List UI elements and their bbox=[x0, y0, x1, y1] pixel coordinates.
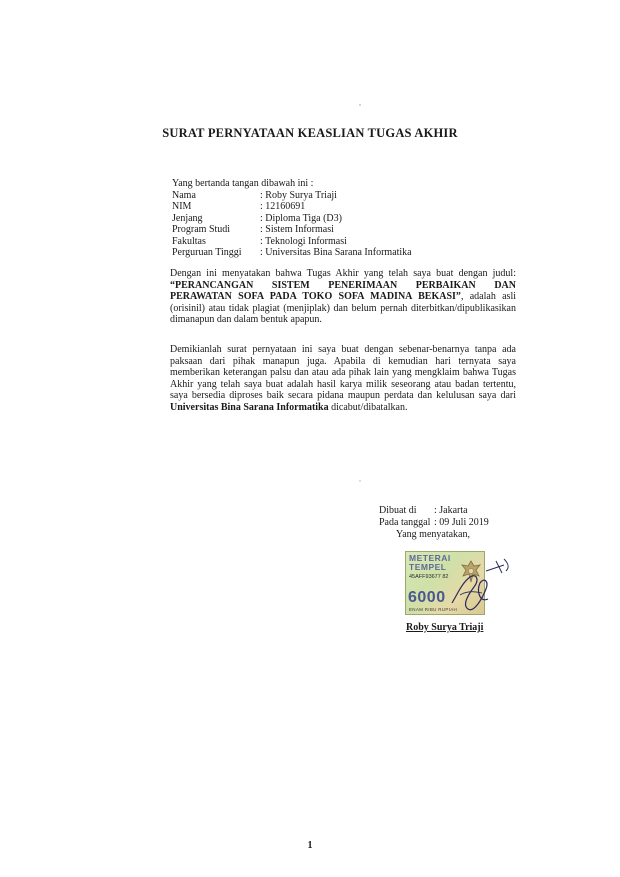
field-value: : Roby Surya Triaji bbox=[260, 190, 337, 201]
stamp-title: METERAI TEMPEL bbox=[409, 553, 451, 572]
declaration-paragraph bbox=[170, 344, 516, 414]
field-row bbox=[172, 213, 412, 224]
signature-place-date bbox=[379, 505, 489, 529]
document-title: SURAT PERNYATAAN KEASLIAN TUGAS AKHIR bbox=[162, 126, 458, 140]
paragraph-text: Demikianlah surat pernyataan ini saya buat dengan sebenar-benarnya tanpa ada paksaan dari pihak manapun juga. Apabila di kemudian hari ternyata saya memberikan keterangan palsu dan atau ada pihak lain yang mengklaim bahwa Tugas Akhir yang telah saya buat adalah hasil karya milik seseorang atau badan tertentu, saya bersedia diproses baik secara pidana maupun perdata dan kelulusan saya dari bbox=[170, 344, 516, 402]
paragraph-text: dicabut/dibatalkan. bbox=[328, 401, 408, 413]
field-label: Nama bbox=[172, 190, 196, 201]
scan-speck bbox=[359, 480, 361, 482]
field-label: Perguruan Tinggi bbox=[172, 247, 242, 259]
intro-line: Yang bertanda tangan dibawah ini : bbox=[172, 178, 314, 189]
date-value: : 09 Juli 2019 bbox=[434, 517, 489, 528]
field-label: Fakultas bbox=[172, 235, 206, 247]
field-label: Jenjang bbox=[172, 212, 203, 224]
paragraph-text: Dengan ini menyatakan bahwa Tugas Akhir yang telah saya buat dengan judul: bbox=[170, 268, 516, 279]
place-row bbox=[379, 505, 489, 517]
date-label: Pada tanggal bbox=[379, 517, 431, 528]
field-value: : Diploma Tiga (D3) bbox=[260, 212, 342, 224]
paragraph-text: , adalah asli (orisinil) atau tidak plagiat (menjiplak) dan belum pernah diterbitkan/dipublikasikan dimanapun dan dalam bentuk apapun. bbox=[170, 291, 516, 326]
stamp-code: 45AFF93677 82 bbox=[409, 574, 449, 580]
place-value: : Jakarta bbox=[434, 505, 468, 516]
closing-text: Yang menyatakan, bbox=[396, 529, 470, 540]
stamp-value: 6000 bbox=[408, 589, 446, 606]
date-row bbox=[379, 517, 489, 529]
thesis-title: “PERANCANGAN SISTEM PENERIMAAN PERBAIKAN DAN PERAWATAN SOFA PADA TOKO SOFA MADINA BEKASI” bbox=[170, 279, 516, 303]
field-value: : Sistem Informasi bbox=[260, 224, 334, 236]
field-row bbox=[172, 236, 412, 247]
field-row bbox=[172, 247, 412, 258]
field-row bbox=[172, 224, 412, 235]
field-row bbox=[172, 201, 412, 212]
statement-paragraph bbox=[170, 268, 516, 326]
handwritten-signature-icon bbox=[400, 547, 520, 619]
scan-speck bbox=[359, 104, 361, 106]
stamp-and-signature bbox=[400, 547, 520, 619]
field-value: : Universitas Bina Sarana Informatika bbox=[260, 247, 412, 259]
page-number: 1 bbox=[307, 840, 313, 851]
field-value: : Teknologi Informasi bbox=[260, 235, 347, 247]
field-row bbox=[172, 190, 412, 201]
institution-name: Universitas Bina Sarana Informatika bbox=[170, 401, 329, 413]
identity-fields bbox=[172, 190, 412, 258]
signer-name: Roby Surya Triaji bbox=[406, 622, 484, 633]
stamp-subtitle: ENAM RIBU RUPIAH bbox=[409, 607, 458, 612]
place-label: Dibuat di bbox=[379, 505, 417, 516]
field-value: : 12160691 bbox=[260, 201, 306, 213]
field-label: NIM bbox=[172, 201, 192, 213]
field-label: Program Studi bbox=[172, 224, 231, 236]
